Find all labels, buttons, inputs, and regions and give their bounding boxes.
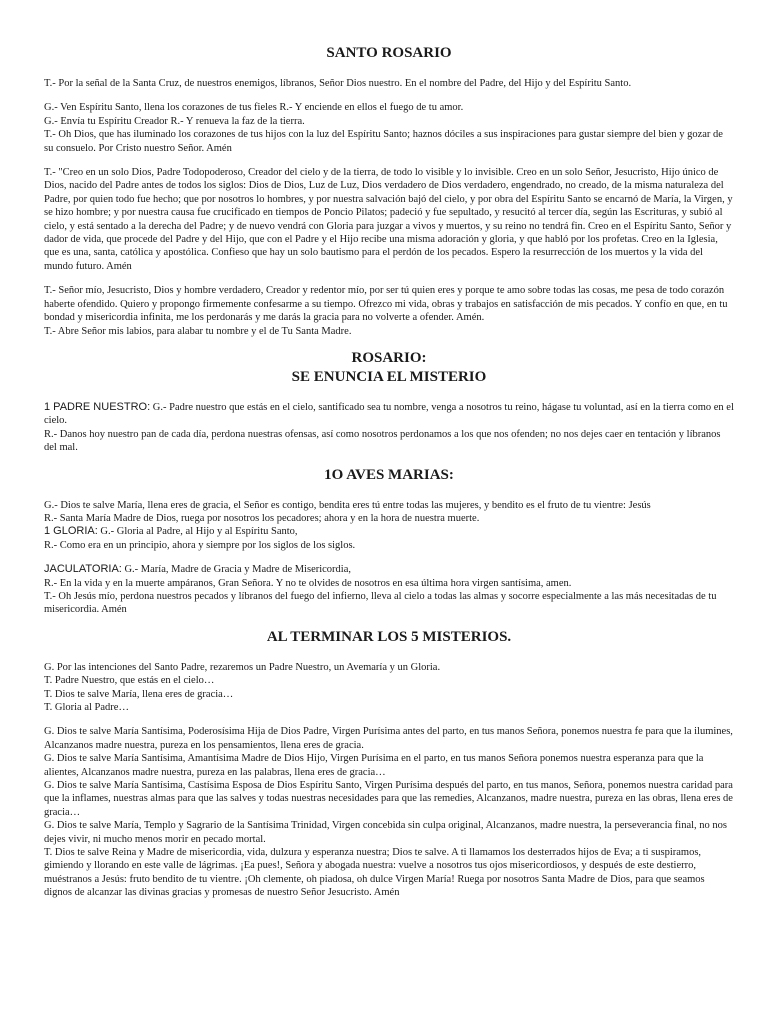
invocation-line-1: G.- Ven Espíritu Santo, llena los corazones de tus fieles R.- Y enciende en ellos el fuego de tu amor.: [44, 102, 464, 114]
contrition-line-2: T.- Abre Señor mis labios, para alabar tu nombre y el de Tu Santa Madre.: [44, 325, 352, 337]
jaculatoria-block: [44, 563, 734, 617]
rosary-title-line-1: ROSARIO:: [351, 349, 427, 366]
hail-mary-line-1: G.- Dios te salve María, llena eres de gracia, el Señor es contigo, bendita eres tú entre todas las mujeres, y bendito es el fruto de tu vientre: Jesús: [44, 499, 651, 511]
jaculatoria-lead: JACULATORIA:: [44, 563, 122, 576]
document-title: SANTO ROSARIO: [326, 45, 452, 61]
rosary-title: [44, 349, 734, 387]
our-father-line-2: R.- Danos hoy nuestro pan de cada día, perdona nuestras ofensas, así como nosotros perdonamos a los que nos ofenden; no nos dejes caer en tentación y líbranos del mal.: [44, 428, 721, 454]
end-prayers-line-4: T. Gloria al Padre…: [44, 702, 129, 713]
hail-mary-line-2: R.- Santa María Madre de Dios, ruega por nosotros los pecadores; ahora y en la hora de nuestra muerte.: [44, 512, 480, 524]
jaculatoria-line-1: [44, 563, 734, 576]
gloria-lead: 1 GLORIA:: [44, 525, 98, 538]
our-father-lead: 1 PADRE NUESTRO:: [44, 400, 151, 413]
creed-paragraph: T.- "Creo en un solo Dios, Padre Todopoderoso, Creador del cielo y de la tierra, de todo lo visible y lo invisible. Creo en un solo Señor, Jesucristo, Hijo único de Dios, nacido del Padre antes de todos los siglos: Dios de Dios, Luz de Luz, Dios verdadero de Dios verdadero, engendrado, no creado, de la misma naturaleza del Padre, por quien todo fue hecho; que por nosotros lo hombres, y por nuestra salvación bajó del cielo, y por obra del Espíritu Santo se encarnó de María, la Virgen, y se hizo hombre; y por nuestra causa fue crucificado en tiempos de Poncio Pilatos; padeció y fue sepultado, y resucitó al tercer día, según las Escrituras, y subió al cielo, y está sentado a la derecha del Padre; y de nuevo vendrá con Gloria para juzgar a vivos y muertos, y su reino no tendrá fin. Creo en el Espíritu Santo, Señor y dador de vida, que procede del Padre y del Hijo, que con el Padre y el Hijo recibe una misma adoración y gloria, y que habló por los profetas. Creo en la Iglesia, que es una, santa, católica y apostólica. Confieso que hay un solo bautismo para el perdón de los pecados. Espero la resurrección de los muertos y la vida del mundo futuro. Amén: [44, 167, 733, 272]
end-prayers-block: [44, 661, 734, 715]
end-title: AL TERMINAR LOS 5 MISTERIOS.: [266, 628, 512, 645]
final-line-1: G. Dios te salve María Santísima, Poderosísima Hija de Dios Padre, Virgen Purísima antes del parto, en tus manos Señora, ponemos nuestra fe para que la ilumines, Alcanzanos madre nuestra, pureza en los pensamientos, llena eres de gracia.: [44, 726, 733, 751]
invocation-block: [44, 101, 734, 155]
final-line-5: T. Dios te salve Reina y Madre de misericordia, vida, dulzura y esperanza nuestra; Dios te salve. A ti llamamos los desterrados hijos de Eva; a ti suspiramos, gimiendo y llorando en este valle de lágrimas. ¡Ea pues!, Señora y abogada nuestra: vuelve a nosotros tus ojos misericordiosos, y después de este destierro, muéstranos a Jesús: fruto bendito de tu vientre. ¡Oh clemente, oh piadosa, oh dulce Virgen María! Ruega por nosotros Santa Madre de Dios, para que seamos dignos de alcanzar las divinas gracias y promesas de nuestro Señor Jesucristo. Amén: [44, 847, 705, 899]
end-prayers-line-1: G. Por las intenciones del Santo Padre, rezaremos un Padre Nuestro, un Avemaría y un Gloria.: [44, 661, 441, 673]
gloria-line-2: R.- Como era en un principio, ahora y siempre por los siglos de los siglos.: [44, 539, 356, 551]
jaculatoria-line-2: R.- En la vida y en la muerte ampáranos, Gran Señora. Y no te olvides de nosotros en esa última hora virgen santísima, amen.: [44, 577, 572, 589]
gloria-line-1: [44, 525, 734, 538]
hail-mary-block: [44, 499, 734, 553]
aves-title: 1O AVES MARIAS:: [324, 466, 454, 483]
gloria-text: G.- Gloria al Padre, al Hijo y al Espíritu Santo,: [97, 526, 298, 538]
invocation-line-2: G.- Envía tu Espíritu Creador R.- Y renueva la faz de la tierra.: [44, 115, 305, 127]
document-page: [44, 36, 734, 911]
jaculatoria-line-3: T.- Oh Jesús mío, perdona nuestros pecados y líbranos del fuego del infierno, lleva al cielo a todas las almas y socorre especialmente a las más necesitadas de tu misericordia. Amén: [44, 590, 717, 616]
final-line-4: G. Dios te salve María, Templo y Sagrario de la Santísima Trinidad, Virgen concebida sin culpa original, Alcanzanos, madre nuestra, la perseverancia final, no nos dejes vivir, ni mucho menos morir en pecado mortal.: [44, 820, 727, 845]
jaculatoria-text: G.- María, Madre de Gracia y Madre de Misericordia,: [121, 564, 351, 576]
final-line-3: G. Dios te salve María Santísima, Castísima Esposa de Dios Espíritu Santo, Virgen Purísima después del parto, en tus manos, Señora, ponemos nuestra caridad para que la inflames, nuestras almas para que las salves y todas nuestras necesidades para que las remedies, Alcanzanos, madre nuestra, pureza en las obras, llena eres de gracia…: [44, 780, 733, 818]
end-prayers-line-3: T. Dios te salve María, llena eres de gracia…: [44, 688, 234, 700]
our-father-block: [44, 401, 734, 455]
our-father-line-1: [44, 401, 734, 428]
final-line-2: G. Dios te salve María Santísima, Amantísima Madre de Dios Hijo, Virgen Purísima en el parto, en tus manos Señora ponemos nuestra esperanza para que la alientes, Alcanzanos madre nuestra, pureza en las palabras, llena eres de gracia…: [44, 753, 704, 778]
intro-paragraph: T.- Por la señal de la Santa Cruz, de nuestros enemigos, líbranos, Señor Dios nuestro. En el nombre del Padre, del Hijo y del Espíritu Santo.: [44, 78, 632, 89]
final-prayers-block: [44, 725, 734, 899]
invocation-line-3: T.- Oh Dios, que has iluminado los corazones de tus hijos con la luz del Espíritu Santo; haznos dóciles a sus inspiraciones para gustar siempre del bien y gozar de su consuelo. Por Cristo nuestro Señor. Amén: [44, 129, 723, 154]
contrition-block: [44, 284, 734, 338]
our-father-text: G.- Padre nuestro que estás en el cielo, santificado sea tu nombre, venga a nosotros tu reino, hágase tu voluntad, así en la tierra como en el cielo.: [44, 401, 734, 427]
contrition-line-1: T.- Señor mío, Jesucristo, Dios y hombre verdadero, Creador y redentor mío, por ser tú quien eres y porque te amo sobre todas las cosas, me pesa de todo corazón haberte ofendido. Quiero y propongo firmemente confesarme a su tiempo. Ofrezco mi vida, obras y trabajos en satisfacción de mis pecados. Y confío en que, en tu bondad y misericordia infinita, me los perdonarás y me darás la gracia para no volverte a ofender. Amén.: [44, 285, 728, 324]
rosary-title-line-2: SE ENUNCIA EL MISTERIO: [291, 368, 487, 385]
end-prayers-line-2: T. Padre Nuestro, que estás en el cielo…: [44, 675, 215, 687]
